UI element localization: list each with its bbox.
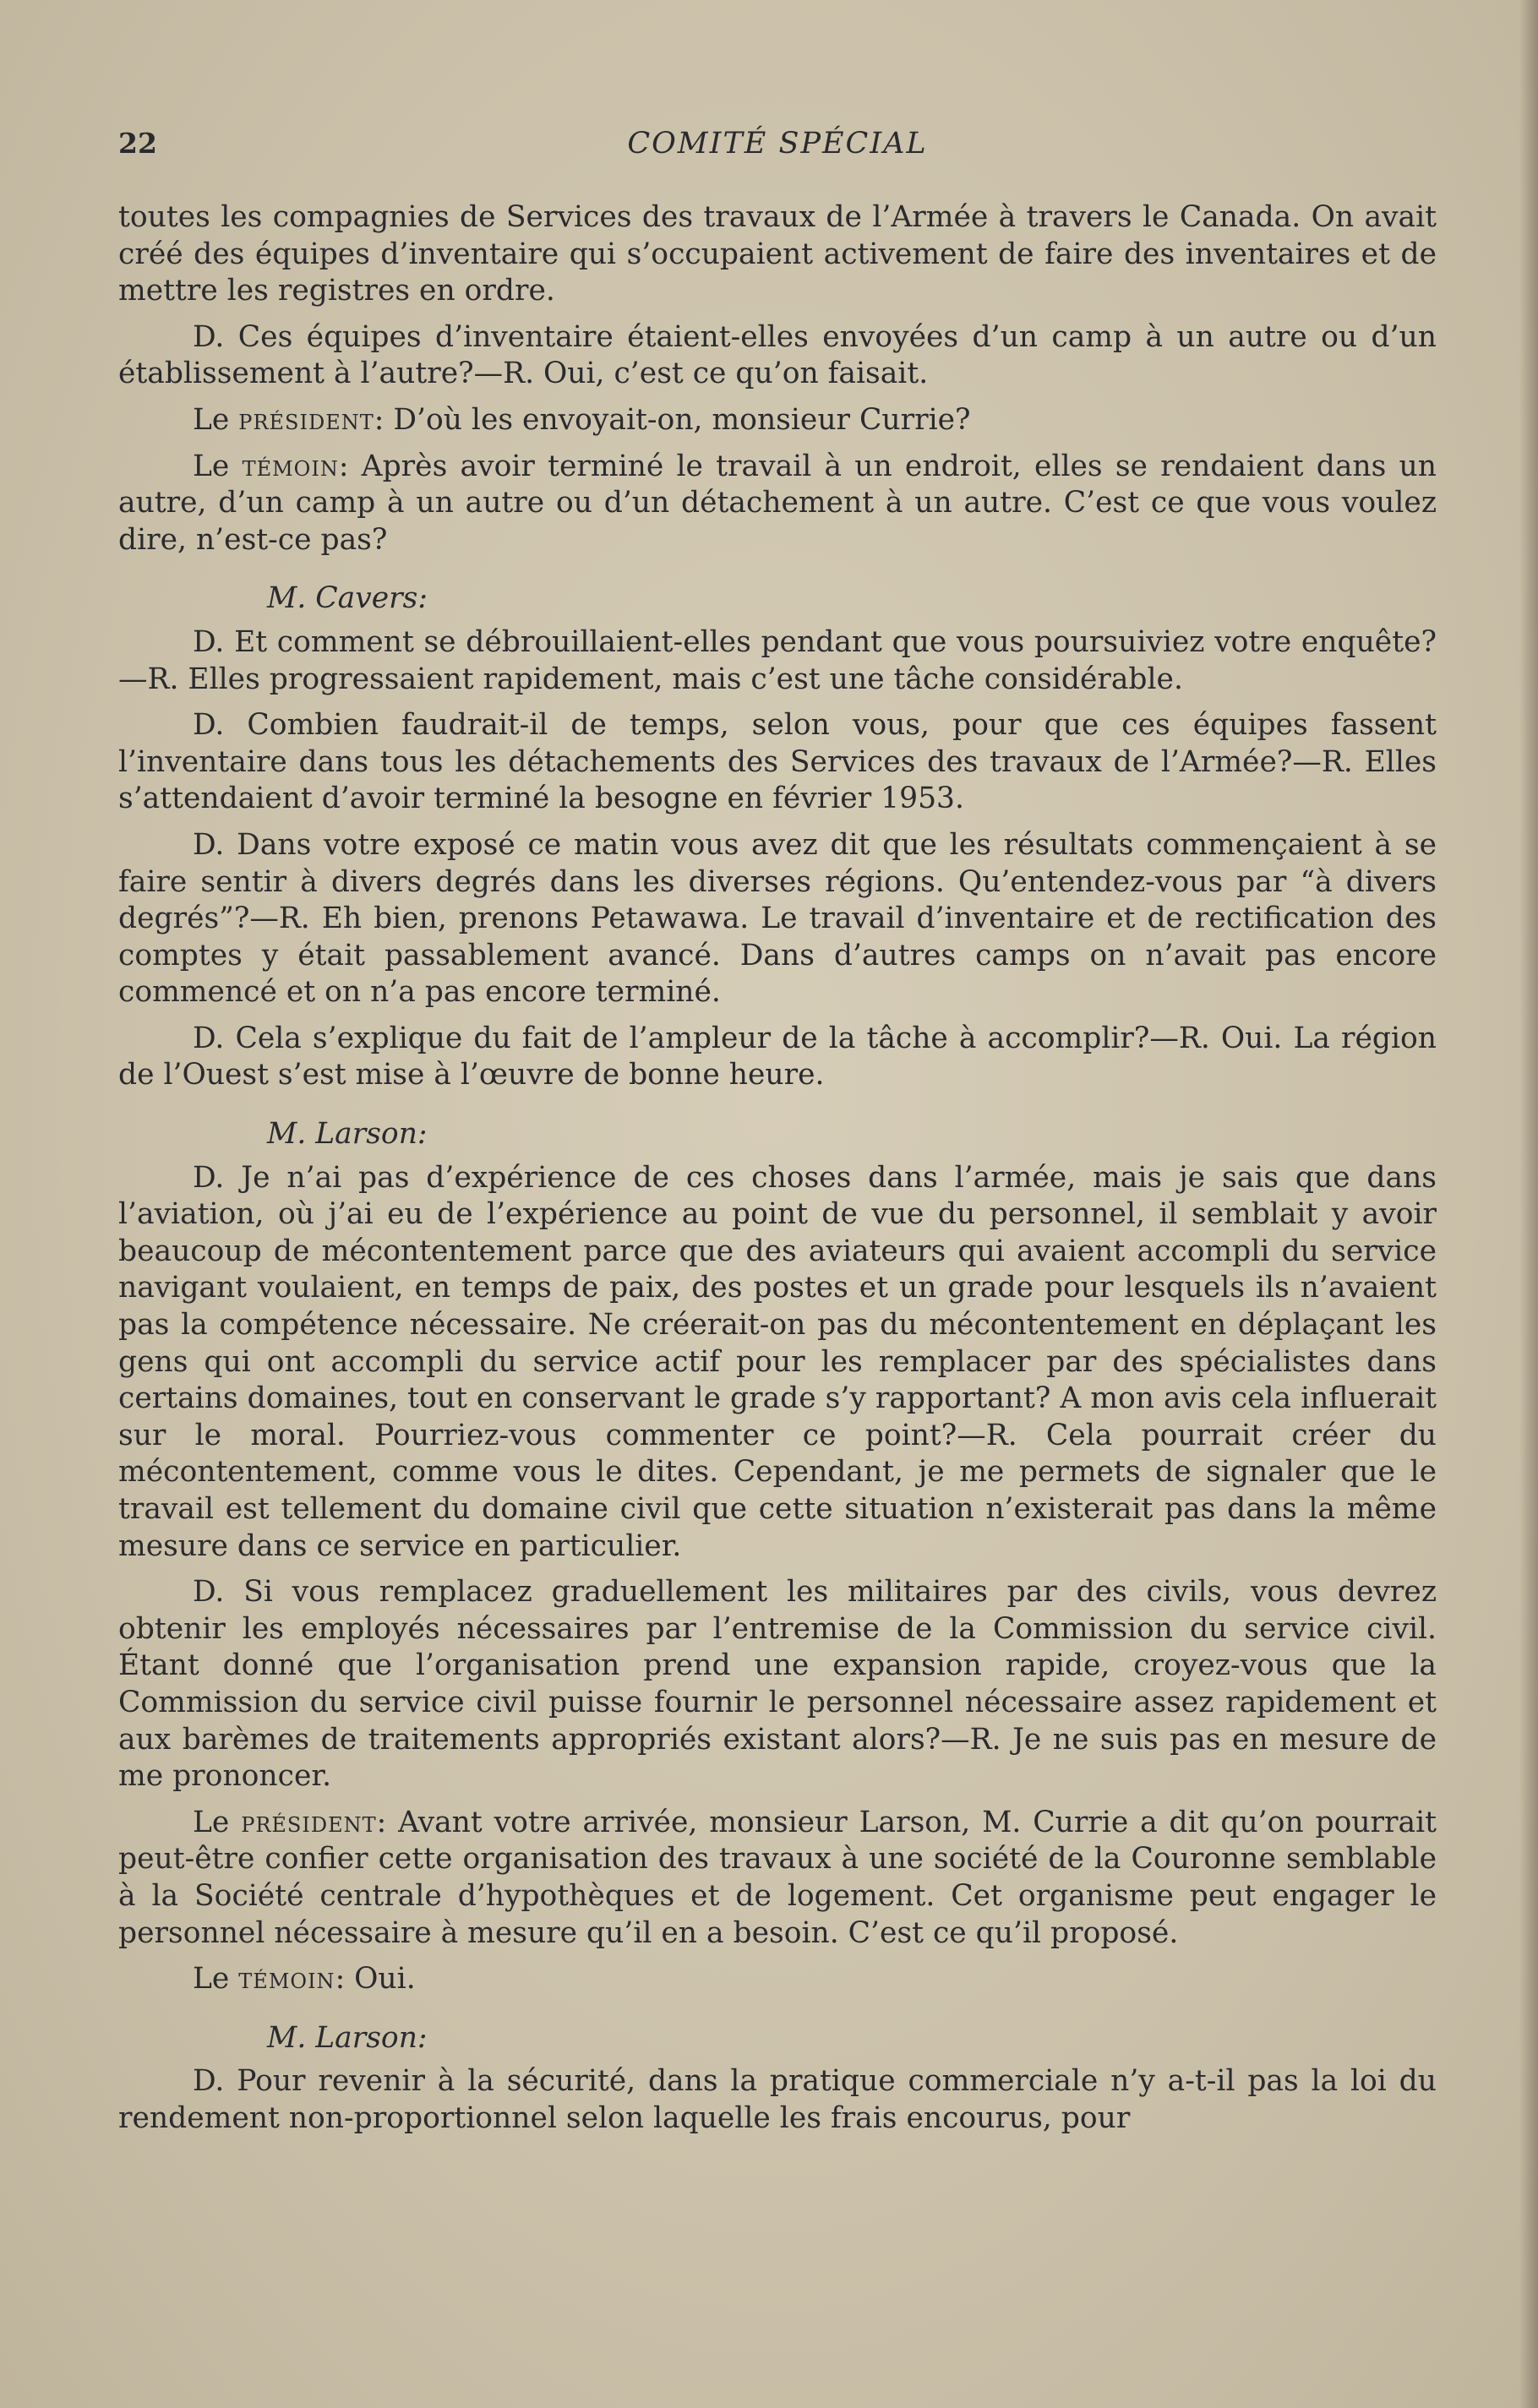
- paragraph-text: : Après avoir terminé le travail à un endroit, elles se rendaient dans un autre, d’un camp à un autre ou d’un détachement à un autre. C’est ce que vous voulez dire, n’est-ce pas?: [118, 449, 1437, 557]
- paragraph: D. Je n’ai pas d’expérience de ces choses dans l’armée, mais je sais que dans l’aviation, où j’ai eu de l’expérience au point de vue du personnel, il semblait y avoir beaucoup de mécontentement parce que des aviateurs qui avaient accompli du service navigant voulaient, en temps de paix, des postes et un grade pour lesquels ils n’avaient pas la compétence nécessaire. Ne créerait-on pas du mécontentement en déplaçant les gens qui ont accompli du service actif pour les remplacer par des spécialistes dans certains domaines, tout en conservant le grade s’y rapportant? A mon avis cela influerait sur le moral. Pourriez-vous commenter ce point?—R. Cela pourrait créer du mécontentement, comme vous le dites. Cependant, je me permets de signaler que le travail est tellement du domaine civil que cette situation n’existerait pas dans la même mesure dans ce service en particulier.: [118, 1160, 1437, 1563]
- paragraph: toutes les compagnies de Services des travaux de l’Armée à travers le Canada. On avait créé des équipes d’inventaire qui s’occupaient activement de faire des inventaires et de mettre les registres en ordre.: [118, 200, 1437, 308]
- paragraph: D. Et comment se débrouillaient-elles pendant que vous poursuiviez votre enquête?—R. Elles progressaient rapidement, mais c’est une tâche considérable.: [118, 624, 1437, 696]
- speaker-heading: M. Larson:: [267, 2020, 428, 2055]
- speaker-prefix: Le: [193, 402, 239, 437]
- paragraph: D. Dans votre exposé ce matin vous avez dit que les résultats commençaient à se faire sentir à divers degrés dans les diverses régions. Qu’entendez-vous par “à divers degrés”?—R. Eh bien, prenons Petawawa. Le travail d’inventaire et de rectification des comptes y était passablement avancé. Dans d’autres camps on n’avait pas encore commencé et on n’a pas encore terminé.: [118, 827, 1437, 1010]
- paragraph-text: : Oui.: [335, 1962, 416, 1997]
- speaker-heading: M. Larson:: [267, 1117, 428, 1152]
- speaker-role: témoin: [238, 1962, 335, 1997]
- speaker-role: président: [238, 402, 374, 437]
- speaker-prefix: Le: [193, 1805, 242, 1839]
- paragraph: D. Ces équipes d’inventaire étaient-elles envoyées d’un camp à un autre ou d’un établissement à l’autre?—R. Oui, c’est ce qu’on faisait.: [118, 319, 1437, 391]
- paragraph: D. Combien faudrait-il de temps, selon vous, pour que ces équipes fassent l’inventaire dans tous les détachements des Services des travaux de l’Armée?—R. Elles s’attendaient d’avoir terminé la besogne en février 1953.: [118, 708, 1437, 816]
- page-number: 22: [118, 127, 157, 160]
- paragraph: [118, 402, 1437, 439]
- paragraph: [118, 1805, 1437, 1952]
- paragraph: D. Si vous remplacez graduellement les militaires par des civils, vous devrez obtenir les employés nécessaires par l’entremise de la Commission du service civil. Étant donné que l’organisation prend une expansion rapide, croyez-vous que la Commission du service civil puisse fournir le personnel nécessaire assez rapidement et aux barèmes de traitements appropriés existant alors?—R. Je ne suis pas en mesure de me prononcer.: [118, 1575, 1437, 1794]
- paragraph: D. Pour revenir à la sécurité, dans la pratique commerciale n’y a-t-il pas la loi du rendement non-proportionnel selon laquelle les frais encourus, pour: [118, 2064, 1437, 2135]
- paragraph-text: : Avant votre arrivée, monsieur Larson, M. Currie a dit qu’on pourrait peut-être confier cette organisation des travaux à une société de la Couronne semblable à la Société centrale d’hypothèques et de logement. Cet organisme peut engager le personnel nécessaire à mesure qu’il en a besoin. C’est ce qu’il proposé.: [118, 1805, 1437, 1950]
- page-body: [118, 199, 1437, 2147]
- speaker-prefix: Le: [193, 1962, 239, 1997]
- page-edge-shadow: [1519, 0, 1538, 2408]
- running-title: COMITÉ SPÉCIAL: [627, 127, 928, 161]
- paragraph-text: : D’où les envoyait-on, monsieur Currie?: [374, 402, 971, 437]
- speaker-heading: M. Cavers:: [267, 581, 428, 616]
- speaker-role: témoin: [242, 449, 339, 483]
- speaker-role: président: [241, 1805, 377, 1839]
- page-header: [118, 127, 1437, 169]
- paragraph: [118, 1961, 1437, 1998]
- speaker-prefix: Le: [193, 449, 243, 483]
- paragraph: [118, 449, 1437, 559]
- paragraph: D. Cela s’explique du fait de l’ampleur de la tâche à accomplir?—R. Oui. La région de l’Ouest s’est mise à l’œuvre de bonne heure.: [118, 1021, 1437, 1092]
